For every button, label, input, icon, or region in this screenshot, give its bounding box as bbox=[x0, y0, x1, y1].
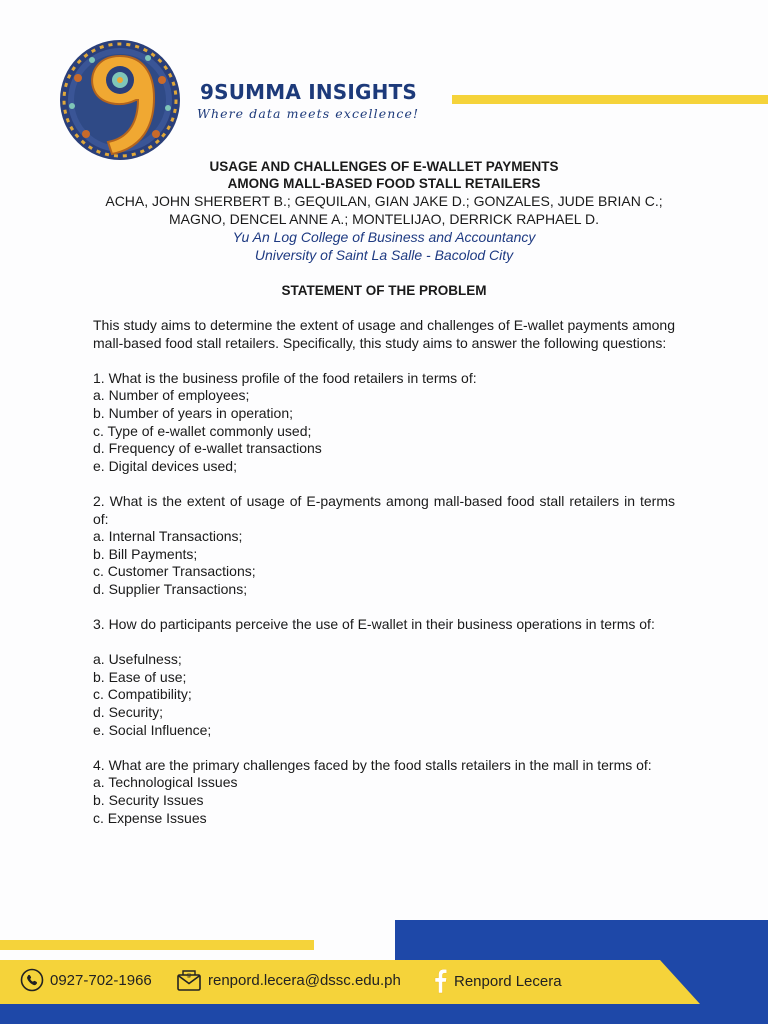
question-text: 4. What are the primary challenges faced by the food stalls retailers in the mall in terms of: bbox=[93, 756, 652, 773]
question-block-2 bbox=[93, 493, 675, 599]
facebook-icon bbox=[432, 968, 448, 994]
list-item: e. Digital devices used; bbox=[93, 457, 237, 474]
list-item: a. Technological Issues bbox=[93, 774, 238, 791]
authors-line-2: MAGNO, DENCEL ANNE A.; MONTELIJAO, DERRICK RAPHAEL D. bbox=[169, 211, 599, 227]
question-text: 2. What is the extent of usage of E-payments among mall-based food stall retailers in terms of: bbox=[93, 492, 675, 527]
document-body bbox=[93, 317, 675, 845]
list-item: c. Customer Transactions; bbox=[93, 563, 256, 580]
section-heading: STATEMENT OF THE PROBLEM bbox=[281, 283, 487, 298]
list-item: a. Number of employees; bbox=[93, 387, 250, 404]
affiliation-college: Yu An Log College of Business and Accountancy bbox=[232, 229, 536, 245]
spacer bbox=[93, 634, 675, 652]
title-block bbox=[0, 158, 768, 264]
footer-facebook-text: Renpord Lecera bbox=[454, 972, 562, 990]
brand-logo-icon bbox=[58, 38, 182, 162]
question-block-4 bbox=[93, 757, 675, 827]
brand-tagline: Where data meets excellence! bbox=[197, 106, 420, 121]
list-item: e. Social Influence; bbox=[93, 721, 212, 738]
question-block-1 bbox=[93, 370, 675, 476]
list-item: c. Type of e-wallet commonly used; bbox=[93, 422, 312, 439]
list-item: c. Compatibility; bbox=[93, 686, 192, 703]
footer-phone-text: 0927-702-1966 bbox=[50, 971, 152, 989]
question-text: 3. How do participants perceive the use of E-wallet in their business operations in terms of: bbox=[93, 616, 655, 633]
question-text: 1. What is the business profile of the food retailers in terms of: bbox=[93, 369, 477, 386]
question-block-3 bbox=[93, 616, 675, 739]
list-item: b. Bill Payments; bbox=[93, 545, 198, 562]
brand-name: 9SUMMA INSIGHTS bbox=[200, 80, 418, 104]
document-title-line-1: USAGE AND CHALLENGES OF E-WALLET PAYMENTS bbox=[209, 159, 559, 174]
intro-paragraph: This study aims to determine the extent of usage and challenges of E-wallet payments among mall-based food stall retailers. Specifically, this study aims to answer the following questions: bbox=[93, 317, 675, 351]
email-icon bbox=[176, 968, 202, 992]
authors-line-1: ACHA, JOHN SHERBERT B.; GEQUILAN, GIAN JAKE D.; GONZALES, JUDE BRIAN C.; bbox=[105, 193, 663, 209]
list-item: a. Internal Transactions; bbox=[93, 528, 243, 545]
header-accent-stripe bbox=[452, 95, 768, 104]
svg-text:@: @ bbox=[186, 972, 192, 979]
list-item: d. Security; bbox=[93, 704, 164, 721]
phone-icon bbox=[20, 968, 44, 992]
list-item: a. Usefulness; bbox=[93, 651, 182, 668]
footer-facebook[interactable] bbox=[432, 968, 562, 994]
list-item: b. Ease of use; bbox=[93, 668, 187, 685]
list-item: b. Security Issues bbox=[93, 792, 204, 809]
list-item: b. Number of years in operation; bbox=[93, 404, 293, 421]
affiliation-university: University of Saint La Salle - Bacolod City bbox=[254, 247, 514, 263]
document-title-line-2: AMONG MALL-BASED FOOD STALL RETAILERS bbox=[227, 176, 541, 191]
footer-email[interactable] bbox=[176, 968, 401, 992]
list-item: d. Supplier Transactions; bbox=[93, 580, 248, 597]
footer-phone[interactable] bbox=[20, 968, 152, 992]
footer-email-text: renpord.lecera@dssc.edu.ph bbox=[208, 971, 401, 989]
list-item: d. Frequency of e-wallet transactions bbox=[93, 440, 322, 457]
list-item: c. Expense Issues bbox=[93, 809, 207, 826]
